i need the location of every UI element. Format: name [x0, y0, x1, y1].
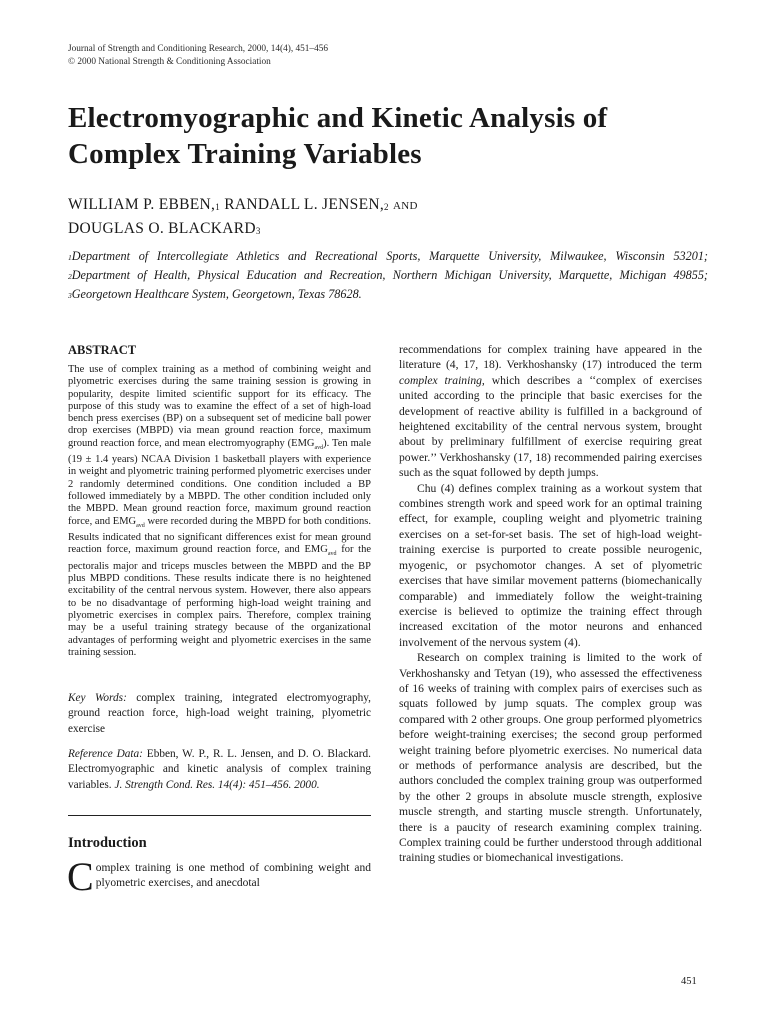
reference-data-citation: J. Strength Cond. Res. 14(4): 451–456. 2000. — [114, 778, 320, 791]
author-3-affil-marker: 3 — [255, 226, 261, 236]
key-words — [68, 691, 371, 737]
emg-subscript: avd — [314, 444, 324, 451]
left-column — [67, 342, 371, 899]
author-1-affil-marker: 1 — [215, 202, 220, 212]
affil-2-text: Department of Health, Physical Education and Recreation, Northern Michigan University, Marquette, Michigan 49855; — [71, 268, 708, 282]
body-paragraph-1-text-a: recommendations for complex training have appeared in the literature (4, 17, 18). Verkhoshansky (17) introduced the term — [399, 343, 702, 372]
body-paragraph-1-text-b: which describes a ‘‘complex of exercises united according to the principle that basic exercises for the development of reactive ability is fulfilled in a background of heightened excitability of the central nervous system, brought about by preliminary fulfillment of exercise requiring great power.’’ Verkhoshansky (17, 18) recommended pairing exercises such as the squat followed by depth jumps. — [399, 373, 702, 480]
introduction-text — [67, 853, 371, 899]
author-2-affil-marker: 2 — [384, 202, 389, 212]
emg-subscript: avd — [327, 551, 337, 558]
title-line-2: Complex Training Variables — [68, 138, 422, 170]
author-conjunction: and — [393, 197, 418, 213]
section-divider — [68, 815, 371, 816]
affil-1-marker: 1 — [68, 253, 72, 262]
drop-cap: C — [67, 853, 94, 899]
body-paragraph-3: Research on complex training is limited to the work of Verkhoshansky and Tetyan (19), who assessed the effectiveness of 16 weeks of training with complex pairs of exercises such as squats followed by jump squats. The complex group was compared with 2 other groups. One group performed plyometrics before weight-training exercises; the second group performed weight training before plyometric exercises. No numerical data or methods of performance analysis are described, but the authors concluded the complex training group was outperformed by the other 2 groups in absolute muscle strength, explosive muscle strength, and starting muscle strength. Unfortunately, there is a paucity of research examining complex training. Complex training could be further understood through additional training studies or biomechanical investigations. — [399, 651, 702, 865]
journal-line: Journal of Strength and Conditioning Research, 2000, 14(4), 451–456 — [68, 44, 329, 54]
term-complex-training: complex training, — [399, 373, 485, 387]
key-words-label: Key Words: — [68, 692, 127, 705]
affil-3-marker: 3 — [68, 291, 72, 300]
abstract-text-2: ). Ten male (19 ± 1.4 years) NCAA Division 1 basketball players with experience in weight and plyometric training performed plyometric exercises under 2 randomly determined conditions. One condition included a BP followed immediately by a MBPD. The other condition included only the MBPD. Mean ground reaction force, maximum ground reaction force, and EMG — [68, 437, 371, 527]
reference-data — [68, 747, 371, 793]
affil-1-text: Department of Intercollegiate Athletics and Recreational Sports, Marquette University, Milwaukee, Wisconsin 53201; — [71, 249, 708, 263]
title-line-1: Electromyographic and Kinetic Analysis of — [68, 102, 608, 134]
affiliations — [68, 247, 708, 304]
reference-data-text: Ebben, W. P., R. L. Jensen, and D. O. Blackard. Electromyographic and kinetic analysis of complex training variables. — [68, 748, 371, 791]
body-paragraph-1 — [399, 342, 702, 481]
body-paragraph-2: Chu (4) defines complex training as a workout system that combines strength work and speed work for an optimal training effect, for example, coupling weight and plyometric training exercises on a set-for-set basis. The set of high-load weight-training exercise is purported to create possible neurogenic, myogenic, or psychomotor changes. A set of plyometric exercises that have similar movement patterns (biomechanically comparable) and immediately follow the weight-training exercise is believed to optimize the training effect through increased excitation of the motor neurons and enhanced involvement of the nervous system (4). — [399, 481, 702, 649]
right-column — [399, 342, 702, 866]
journal-citation-header — [68, 43, 328, 69]
affil-3-text: Georgetown Healthcare System, Georgetown, Texas 78628. — [71, 287, 362, 301]
page-number: 451 — [681, 976, 697, 987]
abstract-text-1: The use of complex training as a method of combining weight and plyometric exercises during the same training session is growing in popularity, despite limited scientific support for its efficacy. The purpose of this study was to examine the effect of a set of high-load bench press exercises (BP) on a subsequent set of medicine ball power drop exercises (MBPD) via mean ground reaction force, maximum ground reaction force, and mean electromyography (EMG — [68, 364, 371, 449]
reference-data-label: Reference Data: — [68, 748, 143, 760]
introduction-heading: Introduction — [68, 834, 147, 851]
author-2: RANDALL L. JENSEN, — [224, 196, 385, 213]
affil-2-marker: 2 — [68, 272, 72, 281]
abstract-body — [68, 364, 371, 659]
emg-subscript: avd — [136, 522, 145, 529]
introduction-body: omplex training is one method of combining weight and plyometric exercises, and anecdotal — [95, 861, 371, 890]
copyright-line: © 2000 National Strength & Conditioning Association — [68, 57, 271, 67]
key-words-text: complex training, integrated electromyography, ground reaction force, high-load weight training, plyometric exercise — [68, 692, 371, 735]
author-1: WILLIAM P. EBBEN, — [68, 196, 216, 213]
abstract-text-3: were recorded during the MBPD for both conditions. Results indicated that no significant differences exist for mean ground reaction force, maximum ground reaction force, and EMG — [68, 515, 371, 556]
author-3: DOUGLAS O. BLACKARD — [68, 220, 256, 237]
abstract-heading: ABSTRACT — [68, 343, 137, 357]
author-list — [68, 193, 708, 241]
abstract-text-4: for the pectoralis major and triceps muscles between the MBPD and the BP plus MBPD conditions. These results indicate there is no heightened excitability of the central nervous system. However, there also appears to be no disadvantage of performing high-load weight training and plyometric exercises in complex pairs. Therefore, complex training may be a useful training strategy because of the organizational advantages of performing weight and plyometric exercises in the same training session. — [68, 544, 371, 658]
article-title — [68, 100, 708, 172]
